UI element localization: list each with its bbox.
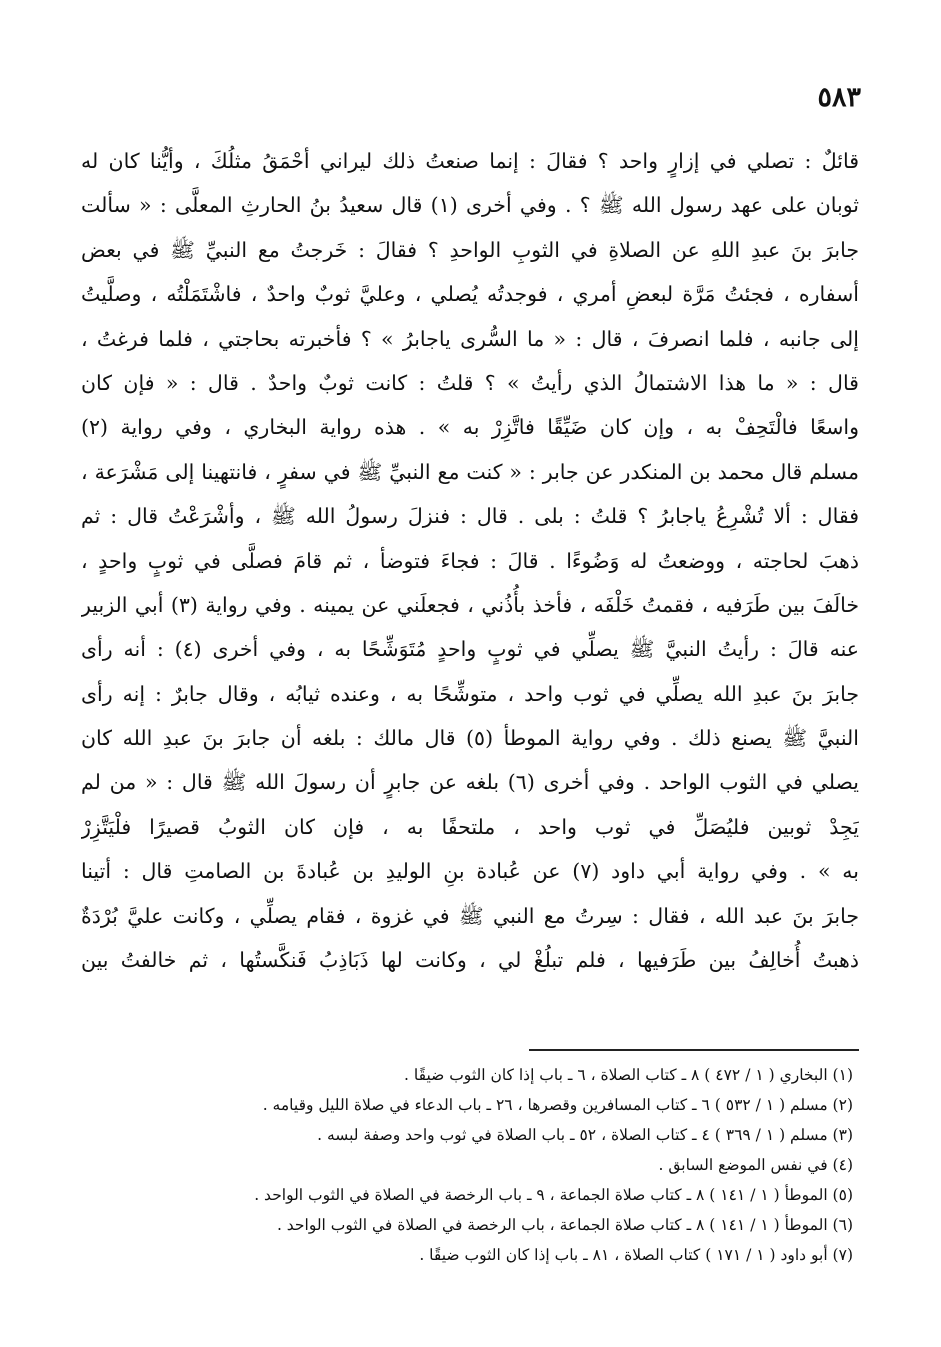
page-number: ٥٨٣ [817, 82, 861, 113]
text-line: قال : « ما هذا الاشتمالُ الذي رأيتُ » ؟ قلتُ : كانت ثوبٌ واحدٌ . قال : « فإن كان [81, 370, 859, 395]
text-line: ثوبان على عهد رسول الله ﷺ ؟ . وفي أخرى (١) قال سعيدُ بنُ الحارثِ المعلَّى : « سألت [81, 193, 859, 218]
footnote: (١) البخاري ( ١ / ٤٧٢ ) ٨ ـ كتاب الصلاة ، ٦ ـ باب إذا كان الثوب ضيقًا . [404, 1066, 853, 1084]
text-line: جابرَ بنَ عبدِ الله يصلِّي في ثوب واحد ، متوشِّحًا به ، وعنده ثيابُه ، وقال جابرٌ : إنه رأى [81, 681, 859, 706]
footnote: (٧) أبو داود ( ١ / ١٧١ ) كتاب الصلاة ، ٨١ ـ باب إذا كان الثوب ضيقًا . [419, 1246, 853, 1264]
text-line: يصلي في الثوب الواحد . وفي أخرى (٦) بلغه عن جابرٍ أن رسولَ الله ﷺ قال : « من لم [81, 770, 859, 795]
footnote-divider [529, 1049, 859, 1051]
text-line: أسفاره ، فجئتُ مَرَّة لبعضِ أمري ، فوجدتُه يُصلي ، وعليَّ ثوبٌ واحدٌ ، فاشْتَمَلْتُه ، وصلَّيتُ [81, 282, 859, 307]
text-line: ذهبتُ أُخالِفُ بين طَرَفيها ، فلم تبلُغْ لي ، وكانت لها ذَبَاذِبُ فَنكَّستُها ، ثم خالفتُ بين [81, 948, 859, 973]
text-line: جابرَ بنَ عبدِ اللهِ عن الصلاةِ في الثوبِ الواحدِ ؟ فقالَ : خَرجتُ مع النبيِّ ﷺ في بعض [81, 237, 859, 262]
main-text [81, 139, 859, 982]
text-line: النبيَّ ﷺ يصنع ذلك . وفي رواية الموطأ (٥) قال مالك : بلغه أن جابرَ بنَ عبدِ الله كان [81, 726, 859, 751]
footnotes [81, 1060, 859, 1270]
footnote: (٦) الموطأ ( ١ / ١٤١ ) ٨ ـ كتاب صلاة الجماعة ، باب الرخصة في الصلاة في الثوب الواحد . [276, 1216, 853, 1234]
text-line: قائلٌ : تصلي في إزارٍ واحد ؟ فقالَ : إنما صنعتُ ذلك ليراني أحْمَقُ مثلُكَ ، وأيُّنا كان له [81, 149, 859, 173]
footnote: (٣) مسلم ( ١ / ٣٦٩ ) ٤ ـ كتاب الصلاة ، ٥٢ ـ باب الصلاة في ثوب واحد وصفة لبسه . [317, 1126, 853, 1144]
text-line: مسلم قال محمد بن المنكدر عن جابر : « كنت مع النبيِّ ﷺ في سفرٍ ، فانتهينا إلى مَشْرَعة ، [81, 459, 859, 484]
text-line: إلى جانبه ، فلما انصرفَ ، قال : « ما السُّرى ياجابرُ » ؟ فأخبرته بحاجتي ، فلما فرغتُ ، [81, 326, 859, 351]
text-line: به » . وفي رواية أبي داود (٧) عن عُبادة بنِ الوليدِ بن عُبادةَ بن الصامتِ قال : أتينا [81, 859, 859, 884]
text-line: ذهبَ لحاجته ، ووضعتُ له وَضُوءًا . قالَ : فجاءَ فتوضأ ، ثم قامَ فصلَّى في ثوبٍ واحدٍ ، [81, 548, 859, 573]
text-line: عنه قالَ : رأيتُ النبيَّ ﷺ يصلِّي في ثوبٍ واحدٍ مُتَوَشِّحًا به ، وفي أخرى (٤) : أنه رأى [81, 637, 859, 662]
text-line: فقال : ألا تُشْرِعُ ياجابرُ ؟ قلتُ : بلى . قال : فنزلَ رسولُ الله ﷺ ، وأشْرَعْتُ قال : ثم [81, 504, 859, 529]
text-line: واسعًا فالْتَحِفْ به ، وإن كان ضَيِّقًا فاتَّزِرْ به » . هذه رواية البخاري ، وفي رواية (٢) [81, 415, 859, 440]
footnote: (٤) في نفس الموضع السابق . [658, 1156, 853, 1174]
text-line: يَجِدْ ثوبين فليُصَلِّ في ثوب واحد ، ملتحفًا به ، فإن كان الثوبُ قصيرًا فلْيَتَّزِرْ [81, 814, 859, 839]
footnote: (٢) مسلم ( ١ / ٥٣٢ ) ٦ ـ كتاب المسافرين وقصرها ، ٢٦ ـ باب الدعاء في صلاة الليل وقيامه . [262, 1096, 853, 1114]
footnote: (٥) الموطأ ( ١ / ١٤١ ) ٨ ـ كتاب صلاة الجماعة ، ٩ ـ باب الرخصة في الصلاة في الثوب الواحد . [254, 1186, 853, 1204]
text-line: خالَفَ بين طَرَفيه ، فقمتُ خَلْفَه ، فأخذ بأُذُني ، فجعلَني عن يمينه . وفي رواية (٣) أبي الزبير [81, 592, 859, 617]
text-line: جابرَ بنَ عبد الله ، فقال : سِرتُ مع النبي ﷺ في غزوة ، فقام يصلِّي ، وكانت عليَّ بُرْدَةٌ [81, 903, 859, 928]
